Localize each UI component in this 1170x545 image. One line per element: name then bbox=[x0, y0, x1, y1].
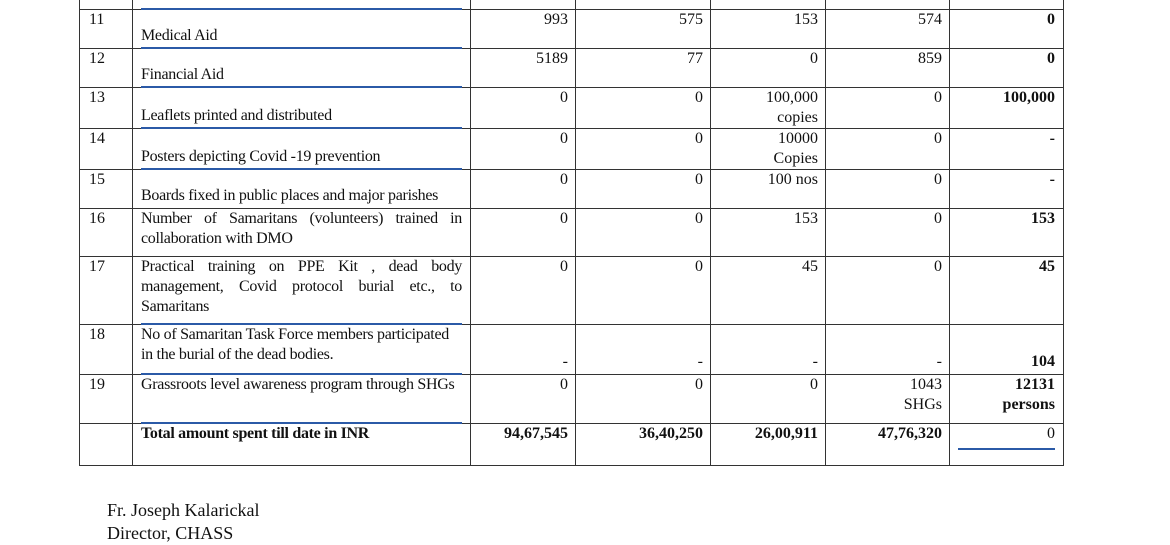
value-col-3: 0 bbox=[711, 49, 826, 88]
value-col-3: 153 bbox=[711, 209, 826, 257]
value-col-3-unit: Copies bbox=[773, 150, 818, 167]
table-row bbox=[80, 170, 1064, 209]
serial-number: 17 bbox=[80, 257, 133, 325]
value-col-5: 104 bbox=[950, 325, 1064, 375]
row-description-text: Number of Samaritans (volunteers) trained in collaboration with DMO bbox=[141, 210, 462, 247]
value-col-4: 0 bbox=[826, 88, 950, 129]
value-col-5: 0 bbox=[950, 49, 1064, 88]
row-description bbox=[133, 325, 471, 375]
value-col-2: - bbox=[576, 325, 711, 375]
table-row bbox=[80, 325, 1064, 375]
value-col-2: 0 bbox=[576, 209, 711, 257]
value-col-4: - bbox=[826, 325, 950, 375]
serial-number: 18 bbox=[80, 325, 133, 375]
value-col-3: 153 bbox=[711, 10, 826, 49]
value-col-3 bbox=[711, 129, 826, 170]
value-col-5: - bbox=[950, 170, 1064, 209]
signature-block bbox=[107, 499, 259, 545]
row-description bbox=[133, 209, 471, 257]
value-col-1: - bbox=[471, 325, 576, 375]
value-col-3: 0 bbox=[711, 375, 826, 424]
total-col-5-value: 0 bbox=[1047, 425, 1055, 442]
value-col-2: 0 bbox=[576, 170, 711, 209]
row-description bbox=[133, 88, 471, 129]
value-col-4: 0 bbox=[826, 257, 950, 325]
serial-number: 11 bbox=[80, 10, 133, 49]
row-description bbox=[133, 375, 471, 424]
value-col-2: 575 bbox=[576, 10, 711, 49]
value-col-5: - bbox=[950, 129, 1064, 170]
serial-number: 19 bbox=[80, 375, 133, 424]
row-description-text: Practical training on PPE Kit , dead body management, Covid protocol burial etc., to Samaritans bbox=[141, 258, 462, 315]
row-description-text: Grassroots level awareness program through SHGs bbox=[141, 376, 455, 393]
value-col-3: - bbox=[711, 325, 826, 375]
value-col-1: 993 bbox=[471, 10, 576, 49]
serial-number: 15 bbox=[80, 170, 133, 209]
value-col-1: 0 bbox=[471, 129, 576, 170]
total-col-2: 36,40,250 bbox=[576, 424, 711, 466]
value-col-2: 0 bbox=[576, 88, 711, 129]
value-col-1: 0 bbox=[471, 209, 576, 257]
value-col-3-unit: copies bbox=[777, 109, 818, 126]
report-table bbox=[79, 0, 1064, 466]
value-col-2: 77 bbox=[576, 49, 711, 88]
value-col-4: 0 bbox=[826, 129, 950, 170]
row-description bbox=[133, 10, 471, 49]
value-col-2: 0 bbox=[576, 375, 711, 424]
row-description bbox=[133, 49, 471, 88]
total-label: Total amount spent till date in INR bbox=[133, 424, 471, 466]
value-col-4 bbox=[826, 375, 950, 424]
table-row bbox=[80, 209, 1064, 257]
table-row bbox=[80, 375, 1064, 424]
serial-number: 13 bbox=[80, 88, 133, 129]
table-row bbox=[80, 88, 1064, 129]
value-col-4-main: 1043 bbox=[910, 376, 942, 393]
serial-number: 12 bbox=[80, 49, 133, 88]
value-col-5-unit: persons bbox=[1002, 396, 1055, 413]
value-col-5: 0 bbox=[950, 10, 1064, 49]
value-col-1: 0 bbox=[471, 257, 576, 325]
value-col-5: 153 bbox=[950, 209, 1064, 257]
serial-number: 16 bbox=[80, 209, 133, 257]
row-description bbox=[133, 257, 471, 325]
value-col-5 bbox=[950, 375, 1064, 424]
value-col-2: 0 bbox=[576, 129, 711, 170]
value-col-3 bbox=[711, 88, 826, 129]
value-col-1: 0 bbox=[471, 88, 576, 129]
value-col-3: 100 nos bbox=[711, 170, 826, 209]
row-description-text: Financial Aid bbox=[141, 66, 224, 83]
value-col-1: 0 bbox=[471, 170, 576, 209]
table-row bbox=[80, 49, 1064, 88]
row-description bbox=[133, 170, 471, 209]
value-col-5: 45 bbox=[950, 257, 1064, 325]
table-row bbox=[80, 257, 1064, 325]
total-row bbox=[80, 424, 1064, 466]
value-col-3-main: 100,000 bbox=[766, 89, 818, 106]
table-row bbox=[80, 10, 1064, 49]
serial-number-empty bbox=[80, 424, 133, 466]
row-description bbox=[133, 129, 471, 170]
table-row bbox=[80, 129, 1064, 170]
value-col-2: 0 bbox=[576, 257, 711, 325]
row-description-text: Medical Aid bbox=[141, 27, 218, 44]
row-description-text: Posters depicting Covid -19 prevention bbox=[141, 148, 381, 165]
value-col-4: 0 bbox=[826, 170, 950, 209]
value-col-1: 0 bbox=[471, 375, 576, 424]
serial-number: 14 bbox=[80, 129, 133, 170]
value-col-4: 859 bbox=[826, 49, 950, 88]
value-col-1: 5189 bbox=[471, 49, 576, 88]
total-col-5 bbox=[950, 424, 1064, 466]
value-col-5-main: 12131 bbox=[1015, 376, 1055, 393]
total-col-4: 47,76,320 bbox=[826, 424, 950, 466]
value-col-4: 0 bbox=[826, 209, 950, 257]
row-description-text: Boards fixed in public places and major parishes bbox=[141, 187, 439, 204]
value-col-3-main: 10000 bbox=[778, 130, 818, 147]
row-description-text: No of Samaritan Task Force members participated in the burial of the dead bodies. bbox=[141, 326, 449, 363]
value-col-5: 100,000 bbox=[950, 88, 1064, 129]
value-col-4-unit: SHGs bbox=[903, 396, 942, 413]
signatory-title: Director, CHASS bbox=[107, 523, 234, 543]
total-col-3: 26,00,911 bbox=[711, 424, 826, 466]
row-description-text: Leaflets printed and distributed bbox=[141, 107, 332, 124]
total-col-1: 94,67,545 bbox=[471, 424, 576, 466]
value-col-3: 45 bbox=[711, 257, 826, 325]
value-col-4: 574 bbox=[826, 10, 950, 49]
signatory-name: Fr. Joseph Kalarickal bbox=[107, 500, 260, 520]
